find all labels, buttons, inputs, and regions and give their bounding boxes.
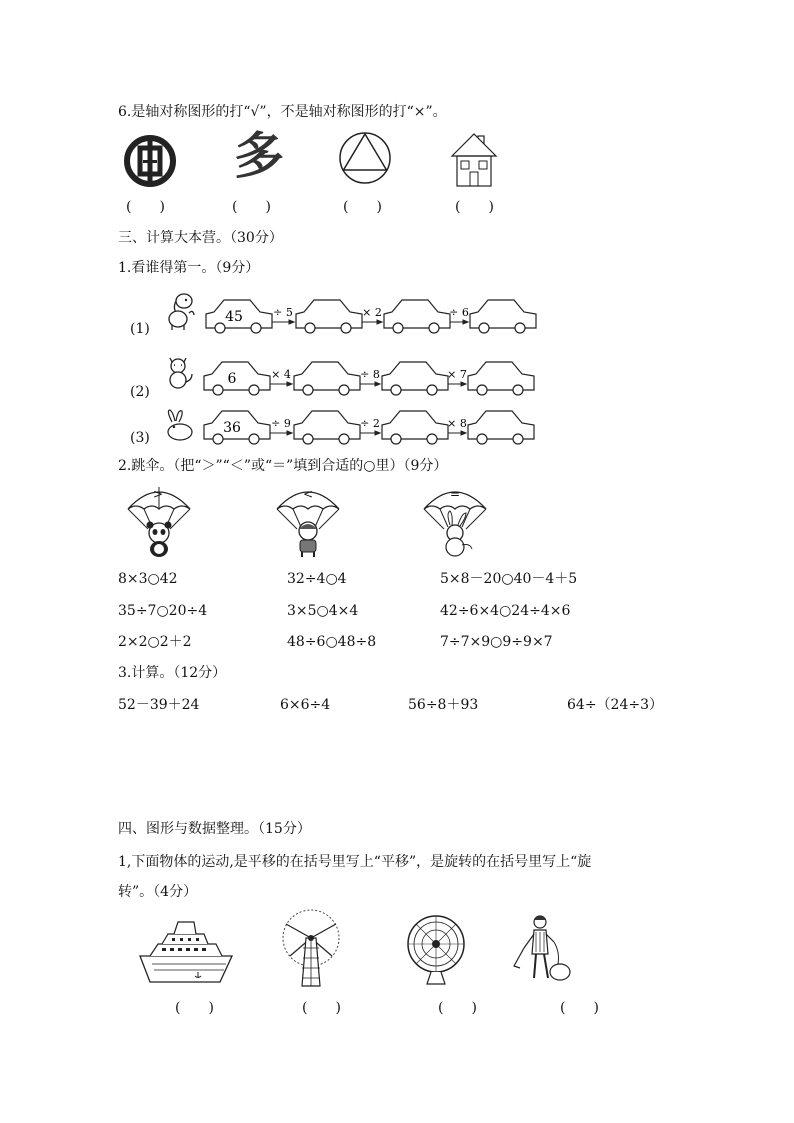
cat-icon — [162, 352, 196, 392]
car-op: ÷ 2 — [360, 417, 380, 430]
q6-answer-paren-4[interactable]: ( ) — [455, 199, 494, 215]
car-start-value: 36 — [223, 420, 241, 436]
dog-icon — [162, 291, 196, 331]
car-op: × 2 — [362, 306, 382, 319]
car-op: × 4 — [271, 368, 291, 381]
section4-title: 四、图形与数据整理。（15分） — [118, 821, 311, 837]
parachute-panda — [124, 483, 194, 559]
parachute-monkey — [273, 483, 343, 559]
calc-item[interactable]: 56÷8＋93 — [408, 697, 479, 713]
car-chain-3 — [196, 405, 536, 447]
ship-figure — [136, 916, 236, 988]
compare-item[interactable]: 32÷4○4 — [287, 571, 347, 587]
s3-p1-title: 1.看谁得第一。（9分） — [118, 260, 260, 276]
s4-answer-paren-3[interactable]: ( ) — [438, 1000, 477, 1016]
q6-answer-paren-1[interactable]: ( ) — [126, 199, 165, 215]
compare-item[interactable]: 48÷6○48÷8 — [287, 634, 377, 650]
car-row-label: (3) — [130, 430, 150, 446]
car-op: ÷ 6 — [449, 306, 469, 319]
rabbit-icon — [162, 408, 196, 442]
car-op: ÷ 9 — [271, 417, 291, 430]
q6-title: 6.是轴对称图形的打“√”，不是轴对称图形的打“×”。 — [118, 104, 447, 120]
calc-item[interactable]: 52－39＋24 — [118, 697, 200, 713]
s4-answer-paren-1[interactable]: ( ) — [175, 1000, 214, 1016]
car-row-label: (2) — [130, 384, 150, 400]
section3-title: 三、计算大本营。（30分） — [118, 230, 283, 246]
car-row-label: (1) — [130, 321, 150, 337]
car-start-value: 6 — [227, 371, 237, 387]
calc-item[interactable]: 64÷（24÷3） — [567, 697, 663, 713]
s3-p2-title: 2.跳伞。（把“＞”“＜”或“＝”填到合适的○里）（9分） — [118, 458, 448, 474]
parachute-sign: < — [303, 487, 314, 501]
compare-item[interactable]: 5×8－20○40－4＋5 — [440, 571, 578, 587]
triangle-in-circle-figure — [337, 130, 393, 186]
parachute-bunny — [420, 483, 490, 559]
s4-p1-line1: 1,下面物体的运动,是平移的在括号里写上“平移”，是旋转的在括号里写上“旋 — [118, 854, 592, 870]
car-op: ÷ 5 — [273, 306, 293, 319]
q6-answer-paren-2[interactable]: ( ) — [232, 199, 271, 215]
compare-item[interactable]: 7÷7×9○9÷9×7 — [440, 634, 553, 650]
windmill-figure — [278, 908, 344, 988]
vacuum-person-figure — [510, 912, 576, 988]
car-chain-1 — [198, 294, 538, 336]
s4-p1-line2: 转”。（4分） — [118, 884, 198, 900]
car-start-value: 45 — [225, 309, 243, 325]
compare-item[interactable]: 42÷6×4○24÷4×6 — [440, 603, 571, 619]
compare-item[interactable]: 35÷7○20÷4 — [118, 603, 208, 619]
calc-item[interactable]: 6×6÷4 — [280, 697, 331, 713]
compare-item[interactable]: 2×2○2＋2 — [118, 634, 192, 650]
q6-answer-paren-3[interactable]: ( ) — [343, 199, 382, 215]
car-op: × 8 — [447, 417, 467, 430]
car-chain-2 — [196, 356, 536, 398]
bank-logo-figure — [122, 133, 178, 189]
compare-item[interactable]: 8×3○42 — [118, 571, 178, 587]
duo-character-figure: 多 — [234, 127, 284, 185]
house-figure — [448, 130, 504, 188]
fan-figure — [403, 912, 469, 988]
car-op: × 7 — [447, 368, 467, 381]
s3-p3-title: 3.计算。（12分） — [118, 665, 227, 681]
s4-answer-paren-2[interactable]: ( ) — [302, 1000, 341, 1016]
car-op: ÷ 8 — [360, 368, 380, 381]
parachute-sign: = — [450, 487, 461, 501]
parachute-sign: > — [153, 487, 164, 501]
compare-item[interactable]: 3×5○4×4 — [287, 603, 359, 619]
s4-answer-paren-4[interactable]: ( ) — [560, 1000, 599, 1016]
